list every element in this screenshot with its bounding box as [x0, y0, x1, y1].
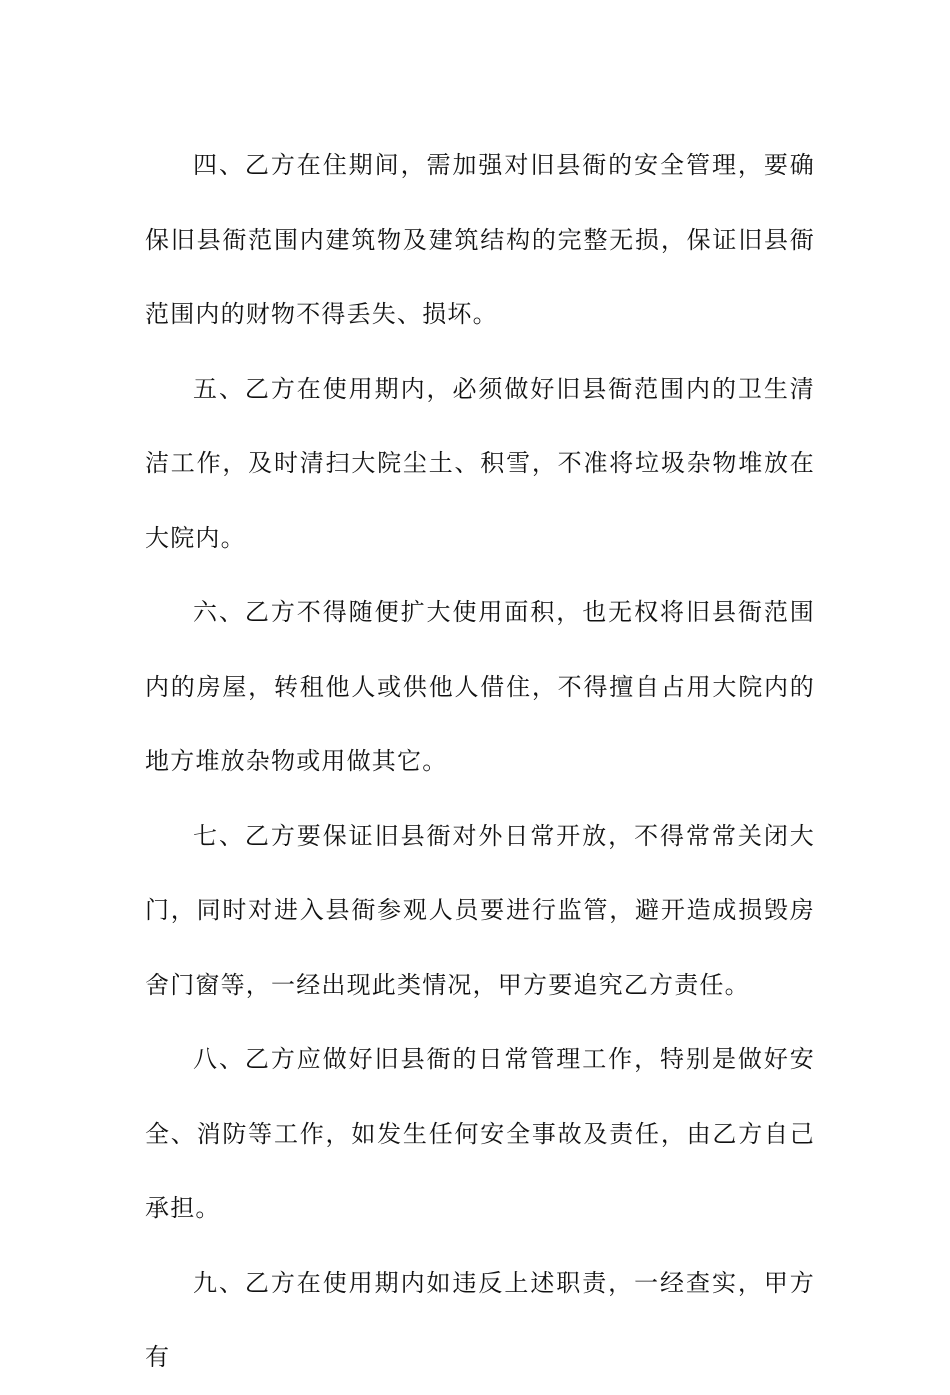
clause-seven: 七、乙方要保证旧县衙对外日常开放，不得常常关闭大门，同时对进入县衙参观人员要进行监管，避开造成损毁房舍门窗等，一经出现此类情况，甲方要追究乙方责任。 — [145, 821, 815, 999]
clause-four: 四、乙方在住期间，需加强对旧县衙的安全管理，要确保旧县衙范围内建筑物及建筑结构的完整无损，保证旧县衙范围内的财物不得丢失、损坏。 — [145, 151, 815, 328]
clause-eight: 八、乙方应做好旧县衙的日常管理工作，特别是做好安全、消防等工作，如发生任何安全事故及责任，由乙方自己承担。 — [145, 1045, 815, 1222]
clause-five: 五、乙方在使用期内，必须做好旧县衙范围内的卫生清洁工作，及时清扫大院尘土、积雪，不准将垃圾杂物堆放在大院内。 — [145, 374, 815, 552]
clause-nine: 九、乙方在使用期内如违反上述职责，一经查实，甲方有 — [145, 1268, 815, 1371]
document-body — [145, 128, 815, 1395]
clause-six: 六、乙方不得随便扩大使用面积，也无权将旧县衙范围内的房屋，转租他人或供他人借住，不得擅自占用大院内的地方堆放杂物或用做其它。 — [145, 598, 815, 775]
